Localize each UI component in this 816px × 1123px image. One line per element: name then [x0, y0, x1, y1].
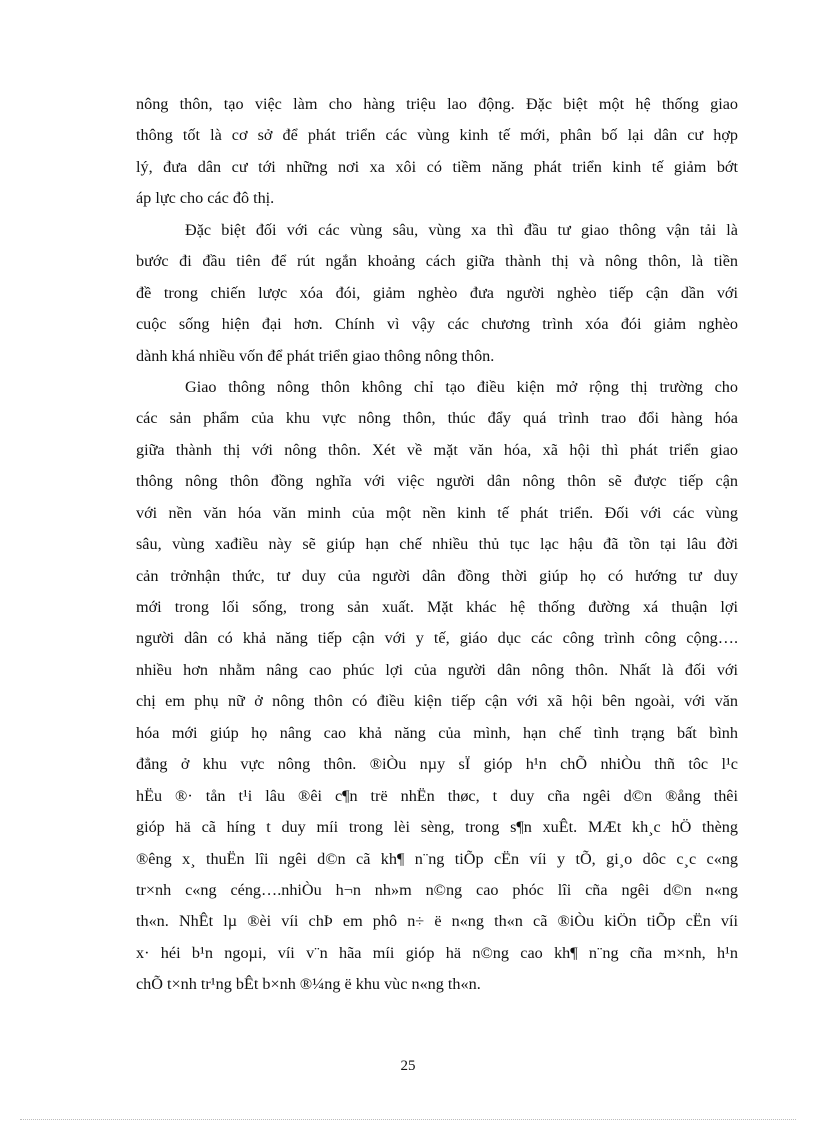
text-line: nhiều hơn nhằm nâng cao phúc lợi của người dân nông thôn. Nhất là đối với: [136, 660, 738, 679]
page-number: 25: [400, 1058, 416, 1074]
text-line: chÕ t×nh tr¹ng bÊt b×nh ®¼ng ë khu vùc n«ng th«n.: [136, 975, 481, 994]
text-line: người dân có khả năng tiếp cận với y tế, giáo dục các công trình công cộng….: [136, 629, 738, 648]
text-line: các sản phẩm của khu vực nông thôn, thúc đẩy quá trình trao đổi hàng hóa: [136, 409, 738, 428]
body-text: [136, 89, 738, 1001]
text-line: sâu, vùng xađiều này sẽ giúp hạn chế nhiều thủ tục lạc hậu đã tồn tại lâu đời: [136, 535, 738, 554]
text-line: hËu ®· tån t¹i lâu ®êi c¶n trë nhËn thøc, t duy cña ngêi d©n ®ång thêi: [136, 786, 738, 805]
text-line: gióp hä cã híng t duy míi trong lèi sèng, trong s¶n xuÊt. MÆt kh¸c hÖ thèng: [136, 818, 738, 837]
text-line: Đặc biệt đối với các vùng sâu, vùng xa thì đầu tư giao thông vận tải là: [185, 220, 738, 239]
text-line: chị em phụ nữ ở nông thôn có điều kiện tiếp cận với xã hội bên ngoài, với văn: [136, 692, 738, 711]
text-line: đề trong chiến lược xóa đói, giảm nghèo đưa người nghèo tiếp cận dần với: [136, 283, 738, 302]
text-line: ®êng x¸ thuËn lîi ngêi d©n cã kh¶ n¨ng tiÕp cËn víi y tÕ, gi¸o dôc c¸c c«ng: [136, 849, 738, 868]
text-line: cản trởnhận thức, tư duy của người dân đồng thời giúp họ có hướng tư duy: [136, 566, 738, 585]
text-line: thông tốt là cơ sở để phát triển các vùng kinh tế mới, phân bố lại dân cư hợp: [136, 126, 738, 145]
text-line: bước đi đầu tiên để rút ngắn khoảng cách giữa thành thị và nông thôn, là tiền: [136, 252, 738, 271]
text-line: áp lực cho các đô thị.: [136, 189, 275, 208]
text-line: lý, đưa dân cư tới những nơi xa xôi có tiềm năng phát triển kinh tế giảm bớt: [136, 157, 738, 176]
text-line: cuộc sống hiện đại hơn. Chính vì vậy các chương trình xóa đói giảm nghèo: [136, 315, 738, 334]
text-line: nông thôn, tạo việc làm cho hàng triệu lao động. Đặc biệt một hệ thống giao: [136, 95, 738, 113]
text-line: đẳng ở khu vực nông thôn. ®iÒu nµy sÏ gióp h¹n chÕ nhiÒu thñ tôc l¹c: [136, 755, 738, 774]
text-line: giữa thành thị với nông thôn. Xét về mặt văn hóa, xã hội thì phát triển giao: [136, 440, 738, 459]
page-bottom-divider: [20, 1119, 796, 1120]
text-line: với nền văn hóa văn minh của một nền kinh tế phát triển. Đối với các vùng: [136, 503, 738, 522]
text-line: dành khá nhiều vốn để phát triển giao thông nông thôn.: [136, 346, 495, 365]
text-line: thông nông thôn đồng nghĩa với việc người dân nông thôn sẽ được tiếp cận: [136, 472, 738, 491]
text-line: x· héi b¹n ngoµi, víi v¨n hãa míi gióp hä n©ng cao kh¶ n¨ng cña m×nh, h¹n: [136, 943, 738, 962]
text-line: tr×nh c«ng céng….nhiÒu h¬n nh»m n©ng cao phóc lîi cña ngêi d©n n«ng: [136, 880, 738, 899]
text-line: hóa mới giúp họ nâng cao khả năng của mình, hạn chế tình trạng bất bình: [136, 723, 738, 742]
text-line: mới trong lối sống, trong sản xuất. Mặt khác hệ thống đường xá thuận lợi: [136, 598, 738, 616]
text-line: Giao thông nông thôn không chỉ tạo điều kiện mở rộng thị trường cho: [185, 377, 738, 396]
text-line: th«n. NhÊt lµ ®èi víi chÞ em phô n÷ ë n«ng th«n cã ®iÒu kiÖn tiÕp cËn víi: [136, 912, 738, 931]
